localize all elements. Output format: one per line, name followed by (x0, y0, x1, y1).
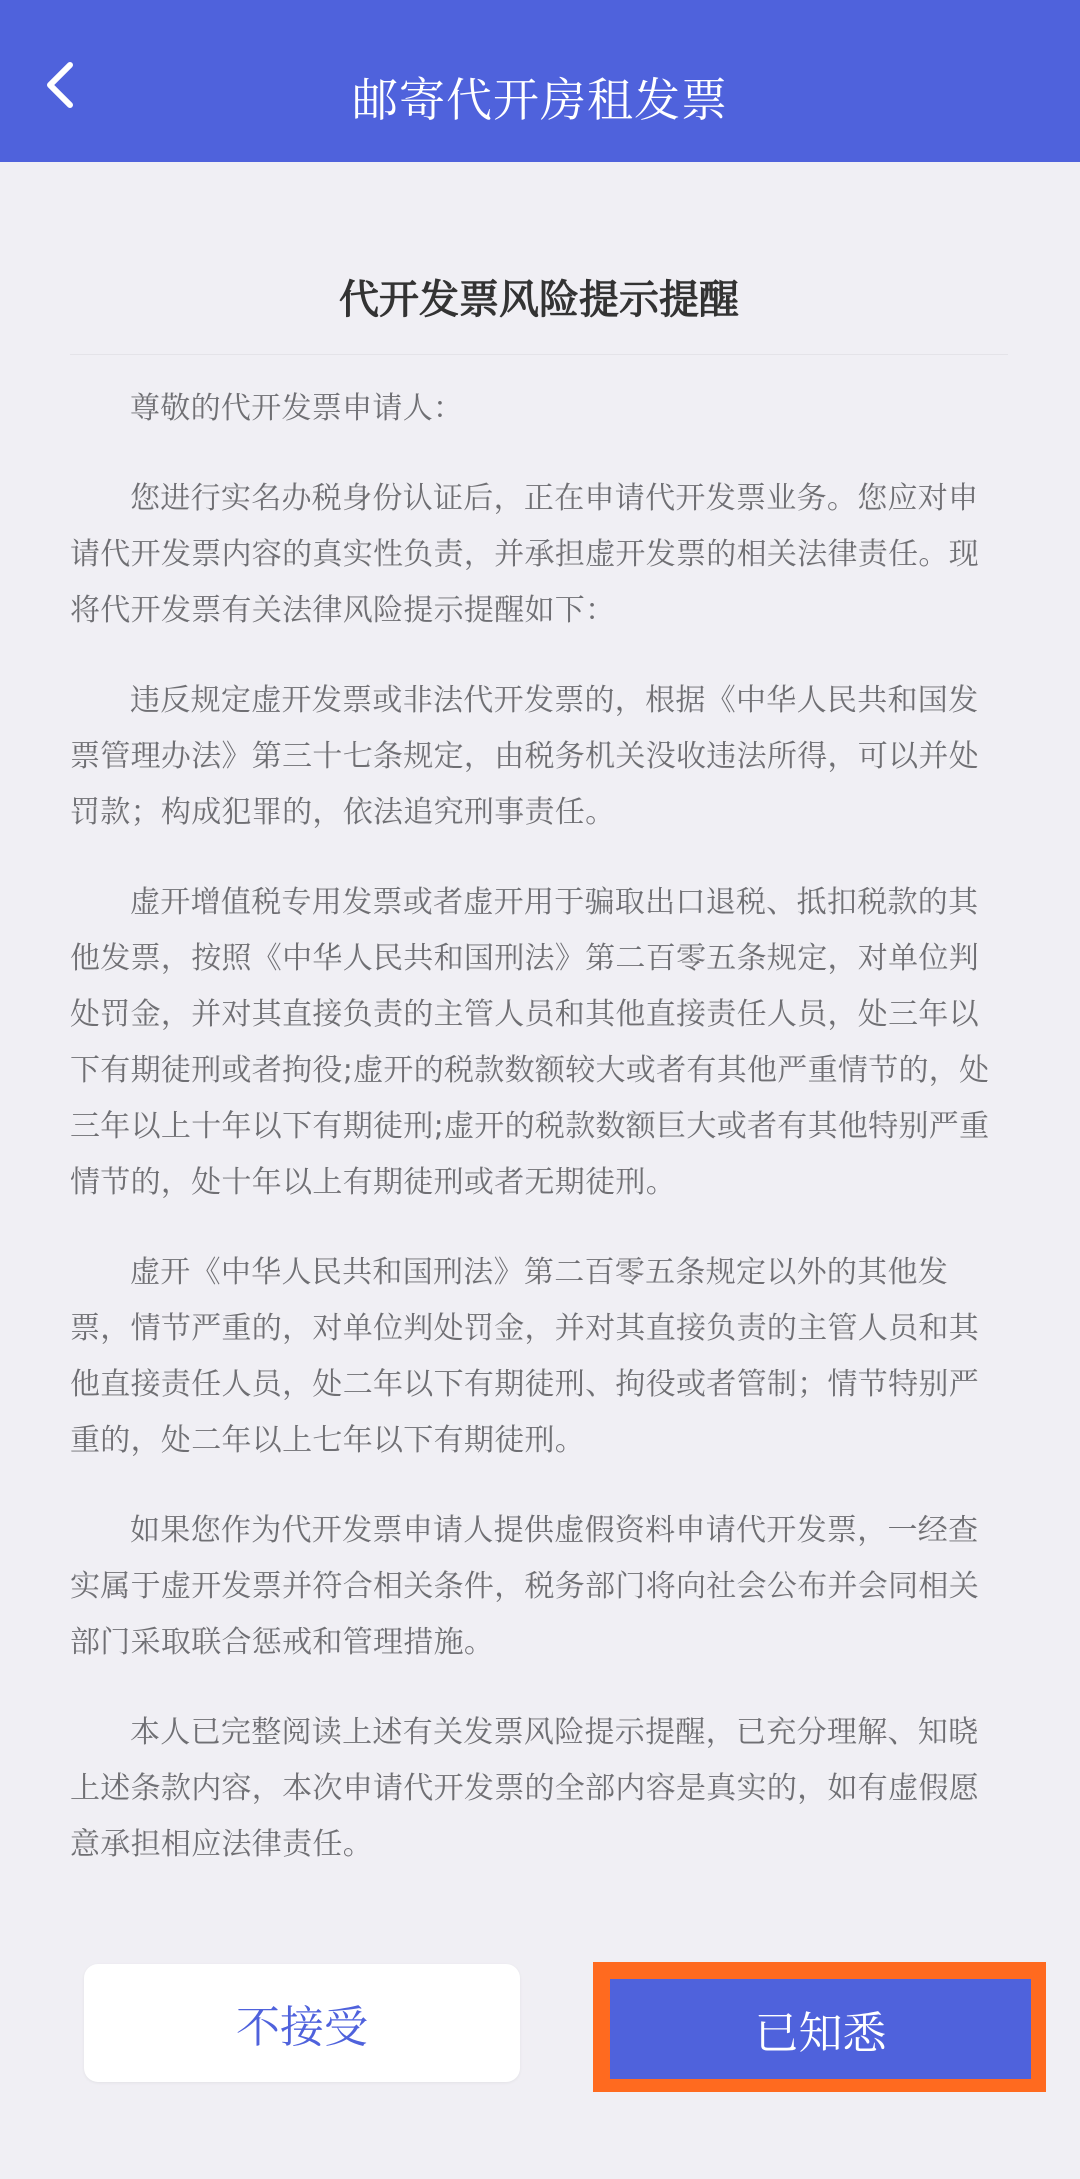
title-divider (70, 354, 1008, 355)
app-header (0, 0, 1080, 162)
page-title: 邮寄代开房租发票 (352, 73, 728, 127)
notice-paragraph: 您进行实名办税身份认证后，正在申请代开发票业务。您应对申请代开发票内容的真实性负责，并承担虚开发票的相关法律责任。现将代开发票有关法律风险提示提醒如下： (70, 481, 979, 628)
notice-paragraph: 违反规定虚开发票或非法代开发票的，根据《中华人民共和国发票管理办法》第三十七条规定，由税务机关没收违法所得，可以并处罚款；构成犯罪的，依法追究刑事责任。 (70, 683, 979, 830)
notice-paragraph: 虚开《中华人民共和国刑法》第二百零五条规定以外的其他发票，情节严重的，对单位判处罚金，并对其直接负责的主管人员和其他直接责任人员，处二年以下有期徒刑、拘役或者管制；情节特别严重的，处二年以上七年以下有期徒刑。 (70, 1255, 979, 1458)
notice-greeting: 尊敬的代开发票申请人： (130, 391, 464, 426)
action-bar (0, 1962, 1080, 2092)
reject-button[interactable]: 不接受 (84, 1964, 520, 2082)
notice-paragraph: 如果您作为代开发票申请人提供虚假资料申请代开发票，一经查实属于虚开发票并符合相关条件，税务部门将向社会公布并会同相关部门采取联合惩戒和管理措施。 (70, 1513, 979, 1660)
accept-button[interactable]: 已知悉 (610, 1979, 1031, 2079)
notice-title: 代开发票风险提示提醒 (339, 277, 739, 323)
notice-paragraph: 虚开增值税专用发票或者虚开用于骗取出口退税、抵扣税款的其他发票，按照《中华人民共和国刑法》第二百零五条规定，对单位判处罚金，并对其直接负责的主管人员和其他直接责任人员，处三年以下有期徒刑或者拘役;虚开的税款数额较大或者有其他严重情节的，处三年以上十年以下有期徒刑;虚开的税款数额巨大或者有其他特别严重情节的，处十年以上有期徒刑或者无期徒刑。 (70, 885, 990, 1200)
notice-content (70, 258, 1008, 1873)
notice-paragraph: 本人已完整阅读上述有关发票风险提示提醒，已充分理解、知晓上述条款内容，本次申请代开发票的全部内容是真实的，如有虚假愿意承担相应法律责任。 (70, 1715, 979, 1862)
